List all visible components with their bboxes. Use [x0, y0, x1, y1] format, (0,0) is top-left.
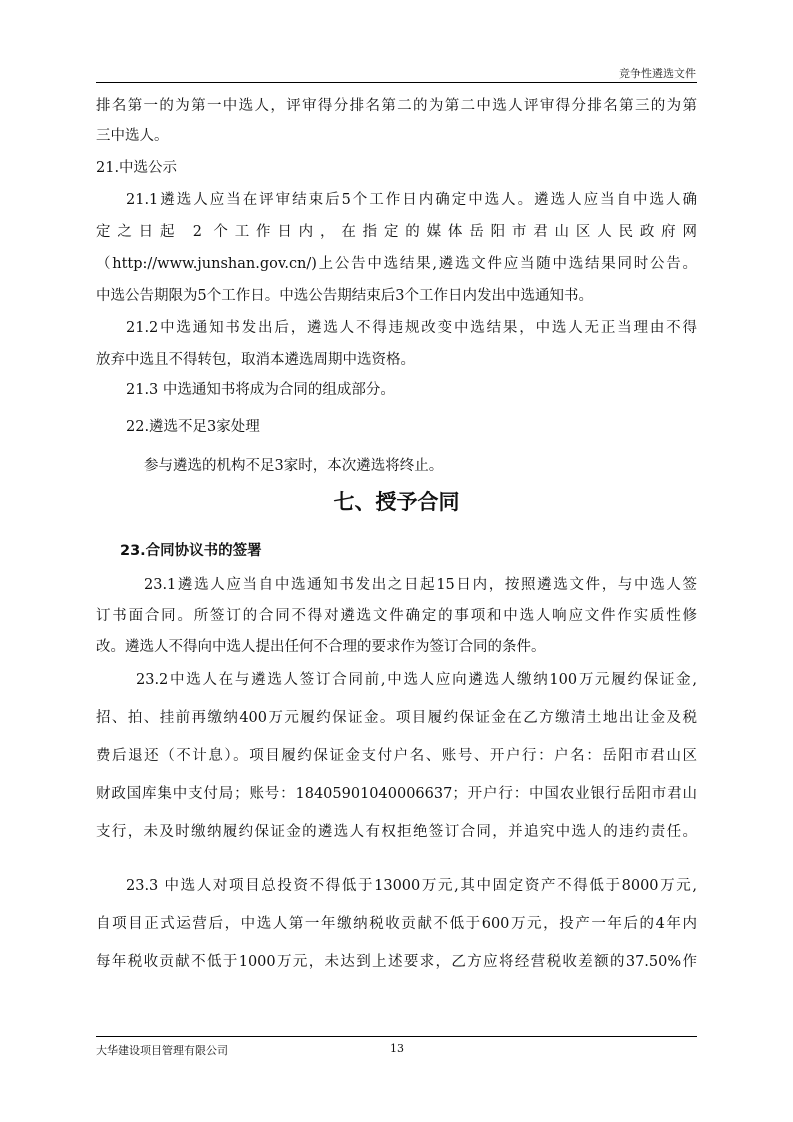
text-line: （http://www.junshan.gov.cn/)上公告中选结果,遴选文件应当随中选结果同时公告。 — [96, 256, 697, 272]
text-line: 21.2中选通知书发出后，遴选人不得违规改变中选结果，中选人无正当理由不得 — [126, 320, 697, 336]
text-line: 排名第一的为第一中选人，评审得分排名第二的为第二中选人评审得分排名第三的为第 — [96, 98, 697, 114]
text-line: 放弃中选且不得转包，取消本遴选周期中选资格。 — [96, 352, 415, 368]
text-line: 21.3 中选通知书将成为合同的组成部分。 — [126, 382, 395, 398]
footer-company: 大华建设项目管理有限公司 — [96, 1044, 228, 1057]
text-line: 自项目正式运营后，中选人第一年缴纳税收贡献不低于600万元，投产一年后的4年内 — [96, 916, 697, 932]
header-title: 竞争性遴选文件 — [619, 67, 696, 80]
text-line: 参与遴选的机构不足3家时，本次遴选将终止。 — [144, 458, 444, 474]
text-line: 22.遴选不足3家处理 — [126, 419, 260, 435]
text-line: 中选公告期限为5个工作日。中选公告期结束后3个工作日内发出中选通知书。 — [96, 288, 593, 304]
header-rule — [96, 82, 697, 83]
text-line: 21.1遴选人应当在评审结束后5个工作日内确定中选人。遴选人应当自中选人确 — [126, 192, 697, 208]
text-line: 21.中选公示 — [96, 160, 178, 176]
text-line: 财政国库集中支付局；账号：18405901040006637；开户行：中国农业银行岳阳市君山 — [96, 786, 697, 802]
text-line: 改。遴选人不得向中选人提出任何不合理的要求作为签订合同的条件。 — [96, 639, 546, 655]
text-line: 23.1遴选人应当自中选通知书发出之日起15日内，按照遴选文件，与中选人签 — [144, 577, 697, 593]
text-line: 费后退还（不计息）。项目履约保证金支付户名、账号、开户行：户名：岳阳市君山区 — [96, 748, 697, 764]
text-line: 招、拍、挂前再缴纳400万元履约保证金。项目履约保证金在乙方缴清土地出让金及税 — [96, 710, 697, 726]
text-line: 订书面合同。所签订的合同不得对遴选文件确定的事项和中选人响应文件作实质性修 — [96, 608, 697, 624]
section-title: 七、授予合同 — [333, 490, 460, 514]
text-line: 23.2中选人在与遴选人签订合同前,中选人应向遴选人缴纳100万元履约保证金, — [136, 672, 697, 688]
footer-rule — [96, 1036, 697, 1037]
page-number: 13 — [390, 1042, 404, 1055]
text-line: 三中选人。 — [96, 128, 169, 144]
text-line: 支行，未及时缴纳履约保证金的遴选人有权拒绝签订合同，并追究中选人的违约责任。 — [96, 824, 697, 840]
text-line: 定之日起 2 个工作日内，在指定的媒体岳阳市君山区人民政府网 — [96, 224, 697, 240]
subsection-title: 23.合同协议书的签署 — [120, 543, 262, 559]
text-line: 每年税收贡献不低于1000万元，未达到上述要求，乙方应将经营税收差额的37.50%作 — [96, 954, 697, 970]
text-line: 23.3 中选人对项目总投资不得低于13000万元,其中固定资产不得低于8000万元, — [126, 878, 697, 894]
